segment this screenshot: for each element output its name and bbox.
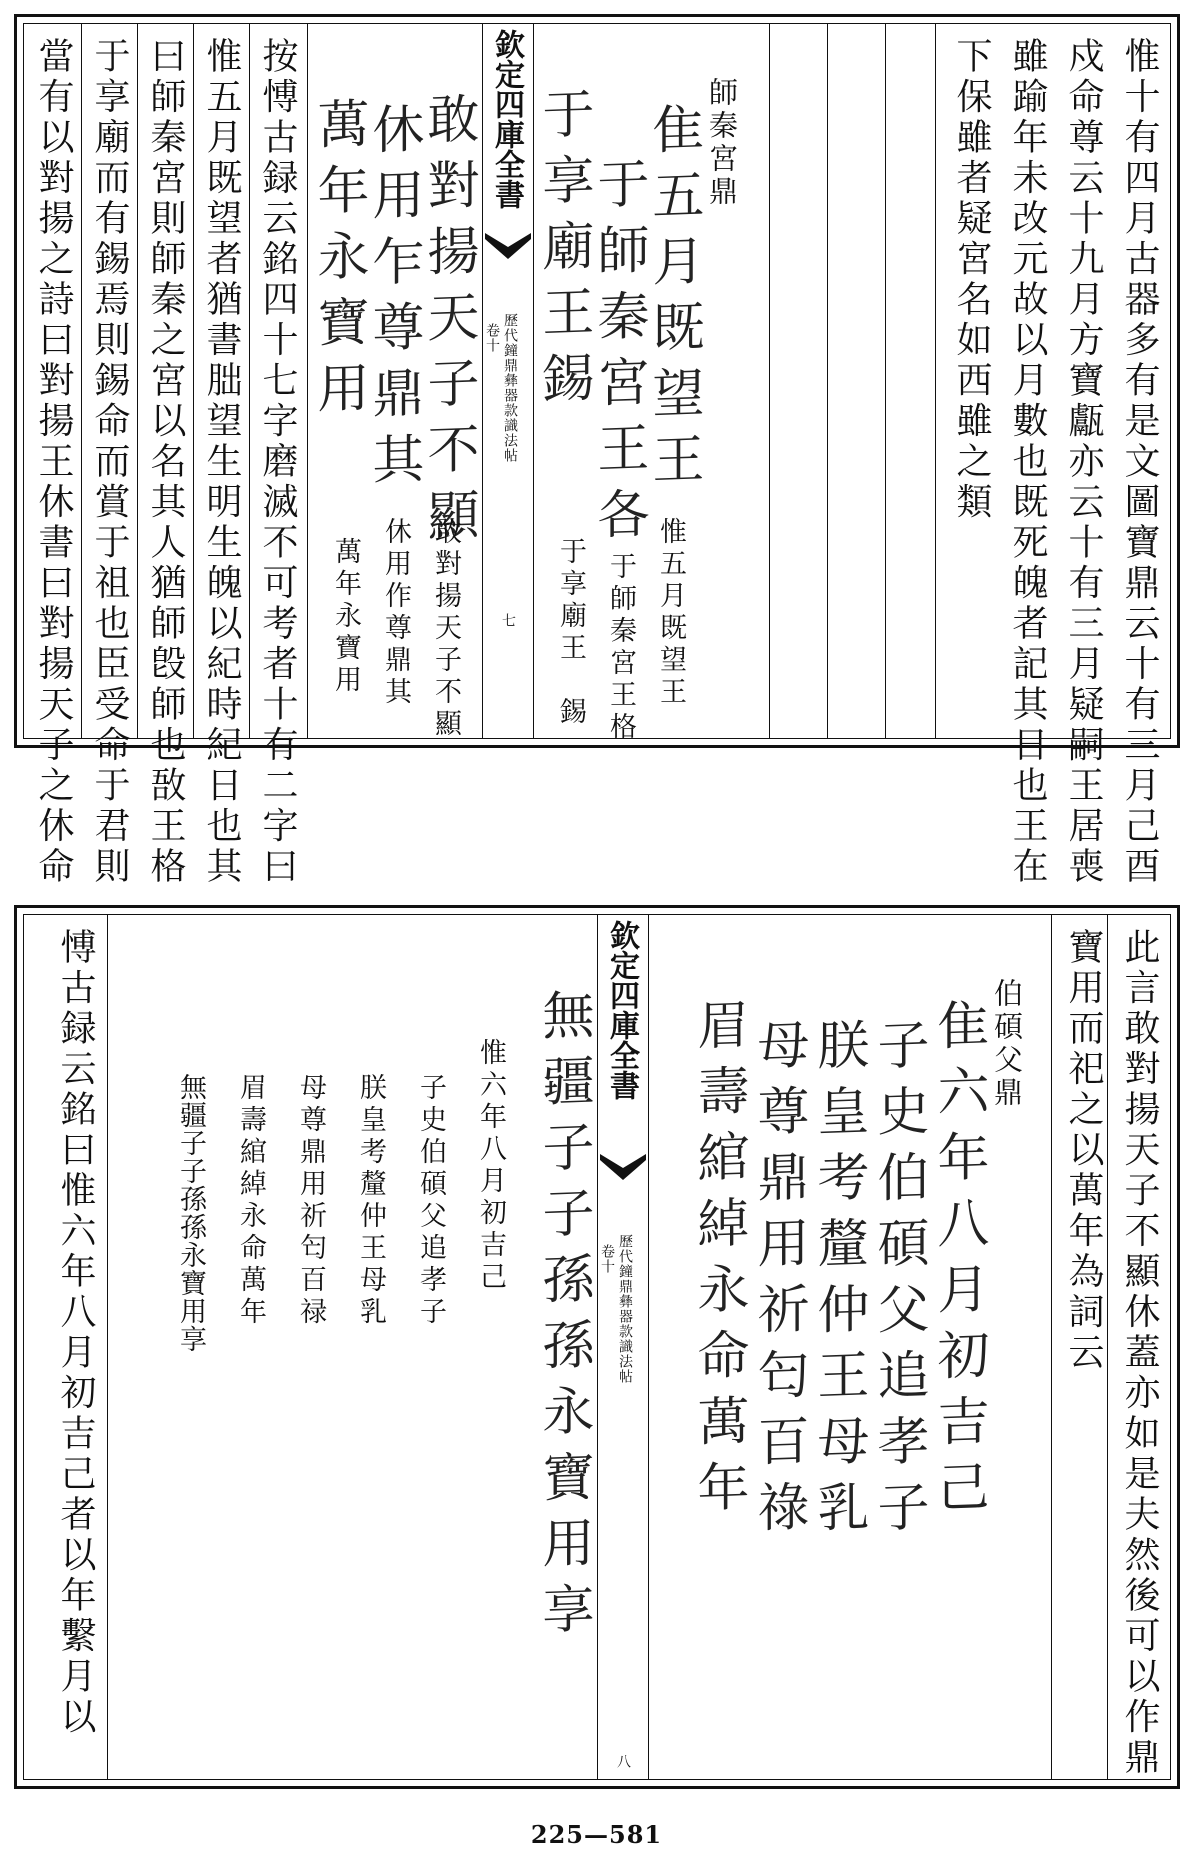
transcription-column: 惟五月既望王	[655, 517, 686, 709]
left-text-column: 惟五月既望者猶書朏望生明生魄以紀時紀日也其	[201, 37, 242, 888]
left-text-column: 按愽古録云銘四十七字磨滅不可考者十有二字曰	[257, 37, 298, 888]
seal-script-column: 萬年永寶用	[308, 95, 368, 429]
seal-script-column: 隹六年八月初吉己	[928, 996, 988, 1528]
left-text-column: 于享廟而有錫焉則錫命而賞于祖也臣受命于君則	[89, 37, 130, 888]
right-text-column: 下保雖者疑宮名如西雖之類	[951, 37, 992, 523]
book-title: 欽定四庫全書	[604, 920, 639, 1100]
column-rule	[1051, 914, 1052, 1780]
volume-label: 卷十	[484, 323, 500, 353]
seal-script-column: 敢對揚天子不顯	[418, 90, 478, 556]
book-title: 欽定四庫全書	[489, 29, 524, 209]
volume-label: 卷十	[599, 1244, 615, 1274]
column-rule	[193, 23, 194, 739]
page-number: 七	[500, 613, 516, 627]
right-text-column: 雖踰年未改元故以月數也既死魄者記其日也王在	[1007, 37, 1048, 888]
column-rule	[81, 23, 82, 739]
right-text-column: 此言敢對揚天子不顯休蓋亦如是夫然後可以作鼎	[1119, 928, 1160, 1779]
transcription-column: 母尊鼎用祈匄百禄	[295, 1073, 326, 1329]
book-name: 歷代鐘鼎彝器款識法帖	[617, 1234, 633, 1384]
column-rule	[885, 23, 886, 739]
column-rule	[307, 23, 308, 739]
center-fold-strip	[597, 914, 649, 1780]
column-rule	[107, 914, 108, 1780]
top-page	[14, 14, 1180, 888]
seal-script-column: 無疆子子孫孫永寶用享	[533, 986, 593, 1650]
page-number: 八	[615, 1754, 631, 1768]
book-name: 歷代鐘鼎彝器款識法帖	[502, 313, 518, 463]
seal-script-column: 休用乍尊鼎其	[363, 100, 423, 500]
right-text-column: 戍命尊云十九月方寶甗亦云十有三月疑嗣王居喪	[1063, 37, 1104, 888]
vessel-title: 伯碩父鼎	[990, 978, 1024, 1110]
column-rule	[769, 23, 770, 739]
transcription-column: 休用作尊鼎其	[380, 517, 411, 709]
column-rule	[1107, 914, 1108, 1780]
transcription-column: 萬年永寶用	[330, 537, 361, 697]
vessel-title: 師秦宮鼎	[705, 77, 739, 209]
seal-script-column: 隹五月既望王	[643, 100, 703, 500]
seal-script-column: 子史伯碩父追孝子	[868, 1016, 928, 1548]
column-rule	[249, 23, 250, 739]
transcription-column: 子史伯碩父追孝子	[415, 1073, 446, 1329]
transcription-column: 敢對揚天子不顯	[430, 517, 461, 741]
right-text-column: 惟十有四月古器多有是文圖寶鼎云十有三月己酉	[1119, 37, 1160, 888]
page-footer-number: 225—581	[530, 1820, 663, 1849]
seal-script-column: 眉壽綰綽永命萬年	[688, 996, 748, 1528]
left-text-column: 曰師秦宮則師秦之宮以名其人猶師𣪘師也敔王格	[145, 37, 186, 888]
seal-script-column: 于享廟王錫	[533, 85, 593, 419]
left-text-column: 當有以對揚之詩曰對揚王休書曰對揚天子之休命	[33, 37, 74, 888]
fish-tail-mark-icon	[600, 1154, 646, 1180]
fish-tail-mark-icon	[485, 233, 531, 259]
bottom-page	[14, 905, 1180, 1789]
transcription-column: 眉壽綰綽永命萬年	[235, 1073, 266, 1329]
transcription-column: 惟六年八月初吉己	[475, 1038, 506, 1294]
right-text-column: 寶用而祀之以萬年為詞云	[1063, 928, 1104, 1374]
seal-script-column: 朕皇考釐仲王母乳	[808, 1016, 868, 1548]
transcription-column: 無疆子子孫孫永寶用享	[175, 1073, 206, 1353]
column-rule	[827, 23, 828, 739]
seal-script-column: 于師秦宮王各	[588, 155, 648, 555]
transcription-column: 于享廟王 錫	[555, 537, 586, 729]
column-rule	[935, 23, 936, 739]
seal-script-column: 母尊鼎用祈匄百祿	[748, 1016, 808, 1548]
transcription-column: 朕皇考釐仲王母乳	[355, 1073, 386, 1329]
transcription-column: 于師秦宮王格	[605, 552, 636, 744]
center-fold-strip	[482, 23, 534, 739]
column-rule	[137, 23, 138, 739]
left-text-column: 愽古録云銘曰惟六年八月初吉己者以年繫月以	[55, 928, 96, 1738]
